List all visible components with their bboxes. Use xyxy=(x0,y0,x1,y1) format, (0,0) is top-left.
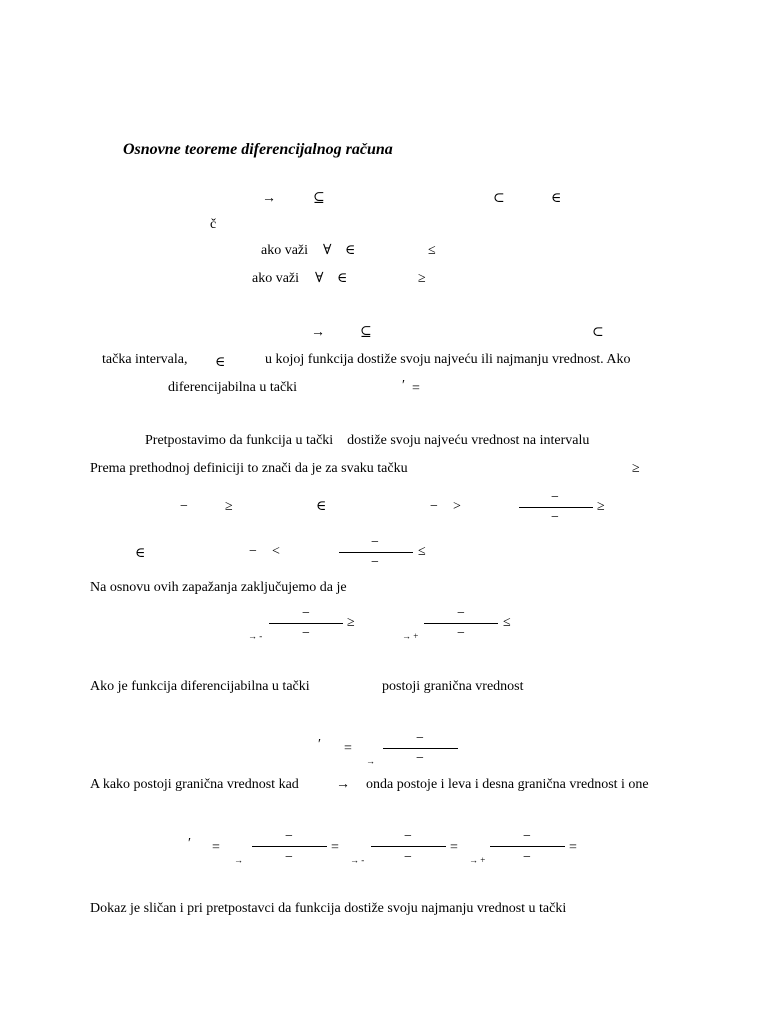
limit-subscript: → xyxy=(234,855,243,865)
arrow-symbol: → xyxy=(311,325,325,340)
proof-text: postoji granična vrednost xyxy=(382,679,524,694)
prime-symbol: ′ xyxy=(318,737,322,752)
geq-symbol: ≥ xyxy=(632,461,640,476)
equals-symbol: = xyxy=(569,840,577,855)
fraction-numerator: − xyxy=(416,731,424,746)
fraction-denominator: − xyxy=(523,850,531,865)
fraction-denominator: − xyxy=(457,626,465,641)
fraction-bar xyxy=(371,846,446,847)
proof-text: Pretpostavimo da funkcija u tački dostiže svoju najveću vrednost na intervalu xyxy=(145,433,590,448)
fraction-bar xyxy=(490,846,565,847)
leq-symbol: ≤ xyxy=(418,544,426,559)
fraction-denominator: − xyxy=(371,555,379,570)
leq-symbol: ≤ xyxy=(503,615,511,630)
limit-subscript: → + xyxy=(402,631,419,641)
arrow-symbol: → xyxy=(262,191,276,206)
leq-symbol: ≤ xyxy=(428,243,436,258)
fraction-denominator: − xyxy=(551,510,559,525)
forall-symbol: ∀ xyxy=(323,243,332,258)
theorem-text: diferencijabilna u tački xyxy=(168,380,298,395)
limit-subscript: → ‐ xyxy=(248,631,263,641)
proof-text: Dokaz je sličan i pri pretpostavci da funkcija dostiže svoju najmanju vrednost u tački xyxy=(90,901,567,916)
fraction-bar xyxy=(519,507,593,508)
fraction-denominator: − xyxy=(285,850,293,865)
lt-symbol: < xyxy=(272,544,280,559)
fraction-numerator: − xyxy=(523,829,531,844)
gt-symbol: > xyxy=(453,499,461,514)
fraction-numerator: − xyxy=(371,535,379,550)
equals-symbol: = xyxy=(344,741,352,756)
fraction-numerator: − xyxy=(551,490,559,505)
fraction-bar xyxy=(424,623,498,624)
fraction-bar xyxy=(269,623,343,624)
limit-subscript: → xyxy=(366,756,375,766)
fraction-bar xyxy=(339,552,413,553)
condition-text: ako važi xyxy=(261,243,309,258)
equals-symbol: = xyxy=(331,840,339,855)
prime-symbol: ′ xyxy=(188,836,192,851)
geq-symbol: ≥ xyxy=(597,499,605,514)
document-title: Osnovne teoreme diferencijalnog računa xyxy=(123,141,393,158)
element-symbol: ∈ xyxy=(316,499,327,514)
fraction-numerator: − xyxy=(404,829,412,844)
minus-symbol: − xyxy=(430,499,438,514)
geq-symbol: ≥ xyxy=(418,271,426,286)
limit-subscript: → ‐ xyxy=(350,855,365,865)
proof-text: onda postoje i leva i desna granična vrednost i one xyxy=(366,777,649,792)
proof-text: A kako postoji granična vrednost kad xyxy=(90,777,299,792)
fraction-denominator: − xyxy=(416,751,424,766)
fraction-bar xyxy=(383,748,458,749)
equals-symbol: = xyxy=(212,840,220,855)
theorem-text: tačka intervala, xyxy=(102,352,188,367)
fraction-denominator: − xyxy=(404,850,412,865)
c-hacek-letter: č xyxy=(210,217,217,232)
element-symbol: ∈ xyxy=(215,355,226,370)
prime-symbol: ′ xyxy=(402,378,406,393)
forall-symbol: ∀ xyxy=(315,271,324,286)
geq-symbol: ≥ xyxy=(347,615,355,630)
subset-symbol: ⊂ xyxy=(493,191,505,206)
subseteq-symbol: ⊆ xyxy=(313,191,325,206)
proof-text: Prema prethodnoj definiciji to znači da je za svaku tačku xyxy=(90,461,408,476)
subset-symbol: ⊂ xyxy=(592,325,604,340)
fraction-numerator: − xyxy=(285,829,293,844)
fraction-numerator: − xyxy=(457,606,465,621)
fraction-numerator: − xyxy=(302,606,310,621)
condition-text: ako važi xyxy=(252,271,300,286)
equals-symbol: = xyxy=(412,381,420,396)
element-symbol: ∈ xyxy=(345,243,356,258)
limit-subscript: → + xyxy=(469,855,486,865)
element-symbol: ∈ xyxy=(551,191,562,206)
minus-symbol: − xyxy=(249,544,257,559)
theorem-text: u kojoj funkcija dostiže svoju najveću ili najmanju vrednost. Ako xyxy=(265,352,631,367)
equals-symbol: = xyxy=(450,840,458,855)
minus-symbol: − xyxy=(180,499,188,514)
subseteq-symbol: ⊆ xyxy=(360,325,372,340)
proof-text: Ako je funkcija diferencijabilna u tački xyxy=(90,679,310,694)
proof-text: Na osnovu ovih zapažanja zaključujemo da je xyxy=(90,580,347,595)
element-symbol: ∈ xyxy=(135,546,146,561)
fraction-bar xyxy=(252,846,327,847)
arrow-symbol: → xyxy=(336,777,350,792)
element-symbol: ∈ xyxy=(337,271,348,286)
fraction-denominator: − xyxy=(302,626,310,641)
geq-symbol: ≥ xyxy=(225,499,233,514)
